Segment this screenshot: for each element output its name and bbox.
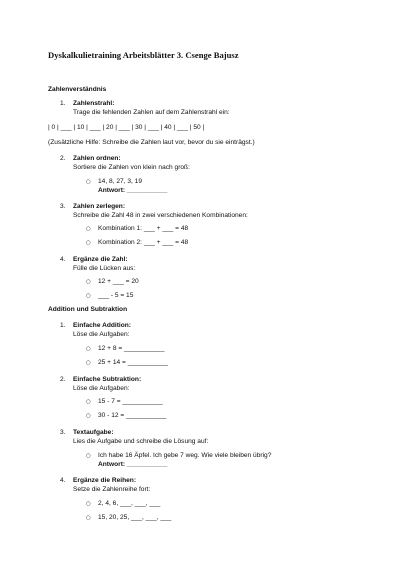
word-problem: Ich habe 16 Äpfel. Ich gebe 7 weg. Wie viele bleiben übrig? — [98, 452, 272, 459]
task-item: 15 - 7 = ___________ — [98, 398, 163, 405]
hollow-circle-bullet-icon: ○ — [86, 226, 91, 232]
task-title: Zahlen ordnen: — [73, 155, 121, 162]
numbers-to-sort: 14, 8, 27, 3, 19 — [98, 178, 142, 185]
section-heading-zahlenverstaendnis: Zahlenverständnis — [48, 86, 107, 93]
hollow-circle-bullet-icon: ○ — [86, 346, 91, 352]
task-item: ___ - 5 = 15 — [98, 292, 134, 299]
task-instruction: Schreibe die Zahl 48 in zwei verschiedenen Kombinationen: — [73, 211, 248, 219]
task-zahlen-ordnen — [73, 155, 190, 172]
task-number: 1. — [60, 100, 66, 107]
task-item: 25 + 14 = ___________ — [98, 359, 169, 366]
task-item: 2, 4, 6, ___, ___, ___ — [98, 500, 161, 507]
task-item: Kombination 1: ___ + ___ = 48 — [98, 225, 189, 232]
task-textaufgabe — [73, 429, 208, 446]
hint-text: (Zusätzliche Hilfe: Schreibe die Zahlen laut vor, bevor du sie einträgst.) — [48, 139, 255, 146]
section-heading-addition-subtraktion: Addition und Subtraktion — [48, 306, 128, 313]
task-instruction: Trage die fehlenden Zahlen auf dem Zahlenstrahl ein: — [73, 108, 230, 116]
hollow-circle-bullet-icon: ○ — [86, 279, 91, 285]
task-ergaenze-die-zahl — [73, 256, 135, 273]
task-instruction: Lies die Aufgabe und schreibe die Lösung auf: — [73, 437, 209, 445]
hollow-circle-bullet-icon: ○ — [86, 515, 91, 521]
hollow-circle-bullet-icon: ○ — [86, 501, 91, 507]
task-number: 4. — [60, 256, 66, 263]
task-number: 3. — [60, 203, 66, 210]
task-item — [98, 178, 167, 195]
task-title: Zahlen zerlegen: — [73, 203, 126, 210]
task-item: 15, 20, 25, ___, ___, ___ — [98, 514, 172, 521]
hollow-circle-bullet-icon: ○ — [86, 399, 91, 405]
hollow-circle-bullet-icon: ○ — [86, 413, 91, 419]
task-item: 12 + ___ = 20 — [98, 278, 139, 285]
task-number: 2. — [60, 376, 66, 383]
task-title: Einfache Subtraktion: — [73, 376, 142, 383]
task-number: 4. — [60, 477, 66, 484]
task-einfache-subtraktion — [73, 376, 141, 393]
task-instruction: Fülle die Lücken aus: — [73, 264, 136, 272]
task-einfache-addition — [73, 322, 131, 339]
task-instruction: Sortiere die Zahlen von klein nach groß: — [73, 163, 190, 171]
hollow-circle-bullet-icon: ○ — [86, 240, 91, 246]
task-number: 2. — [60, 155, 66, 162]
hollow-circle-bullet-icon: ○ — [86, 453, 91, 459]
hollow-circle-bullet-icon: ○ — [86, 179, 91, 185]
task-number: 1. — [60, 322, 66, 329]
task-title: Zahlenstrahl: — [73, 100, 115, 107]
task-zahlenstrahl — [73, 100, 230, 117]
task-item: 30 - 12 = ___________ — [98, 412, 167, 419]
answer-line: Antwort: ___________ — [98, 186, 168, 194]
hollow-circle-bullet-icon: ○ — [86, 293, 91, 299]
task-zahlen-zerlegen — [73, 203, 248, 220]
task-item — [98, 452, 271, 469]
task-instruction: Löse die Aufgaben: — [73, 384, 130, 392]
task-ergaenze-die-reihen — [73, 477, 150, 494]
task-title: Ergänze die Zahl: — [73, 256, 128, 263]
task-item: 12 + 8 = ___________ — [98, 345, 165, 352]
task-item: Kombination 2: ___ + ___ = 48 — [98, 239, 189, 246]
task-instruction: Setze die Zahlenreihe fort: — [73, 485, 151, 493]
task-title: Ergänze die Reihen: — [73, 477, 137, 484]
task-instruction: Löse die Aufgaben: — [73, 330, 130, 338]
task-title: Textaufgabe: — [73, 429, 114, 436]
number-line: | 0 | ___ | 10 | ___ | 20 | ___ | 30 | ___ | 40 | ___ | 50 | — [48, 124, 205, 131]
task-title: Einfache Addition: — [73, 322, 131, 329]
hollow-circle-bullet-icon: ○ — [86, 360, 91, 366]
task-number: 3. — [60, 429, 66, 436]
answer-line: Antwort: ___________ — [98, 460, 168, 468]
document-title: Dyskalkulietraining Arbeitsblätter 3. Csenge Bajusz — [48, 50, 239, 60]
